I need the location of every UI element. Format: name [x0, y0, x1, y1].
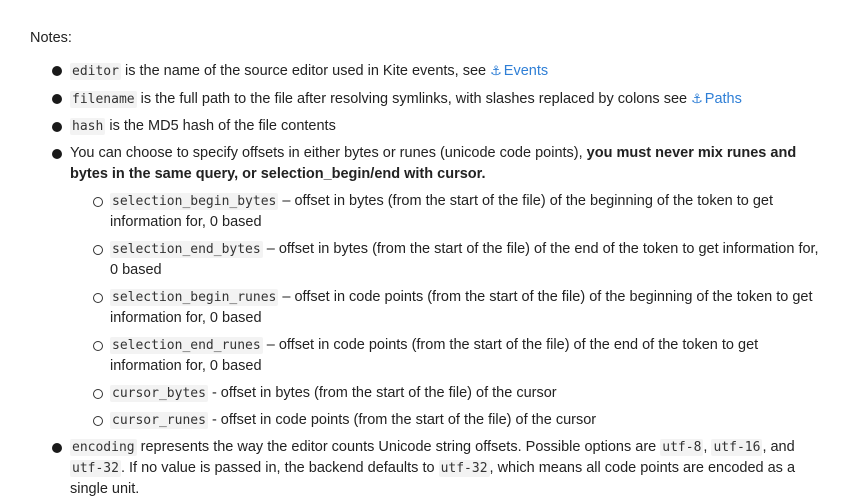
list-item-offsets [70, 143, 830, 431]
code-selection-end-runes: selection_end_runes [112, 338, 261, 353]
offsets-description: You can choose to specify offsets in either bytes or runes (unicode code points), [70, 145, 587, 161]
encoding-separator: , [703, 439, 712, 455]
list-item-encoding [70, 437, 830, 500]
bullet-circle [93, 389, 103, 399]
code-utf16: utf-16 [713, 440, 761, 455]
list-item-filename [70, 88, 830, 110]
code-utf32: utf-32 [72, 461, 119, 476]
encoding-description: represents the way the editor counts Unicode string offsets. Possible options are [136, 439, 661, 455]
encoding-description-3: , which means all code points are encoded as a single unit. [70, 460, 796, 497]
offsets-sublist [70, 191, 830, 431]
anchor-icon: ⚓ [691, 91, 703, 106]
code-utf8: utf-8 [662, 440, 702, 455]
paths-link-label: Paths [704, 91, 742, 107]
list-item-hash [70, 116, 830, 137]
hash-description: is the MD5 hash of the file contents [105, 118, 336, 134]
code-editor: editor [72, 64, 119, 79]
selection-end-runes-description: – offset in code points (from the start of the file) of the end of the token to get information for, 0 based [110, 337, 759, 374]
editor-description: is the name of the source editor used in Kite events, see [120, 63, 491, 79]
cursor-bytes-description: - offset in bytes (from the start of the file) of the cursor [207, 385, 557, 401]
bullet-dot [52, 66, 62, 76]
notes-heading: Notes: [30, 30, 72, 46]
code-default-utf32: utf-32 [440, 461, 488, 476]
bullet-dot [52, 122, 62, 132]
list-item-editor [70, 60, 830, 82]
sublist-item-cursor-runes [110, 410, 830, 431]
sublist-item-selection-begin-bytes [110, 191, 830, 233]
selection-begin-bytes-description: – offset in bytes (from the start of the file) of the beginning of the token to get information for, 0 based [110, 193, 774, 230]
sublist-item-cursor-bytes [110, 383, 830, 404]
anchor-icon: ⚓ [490, 63, 502, 78]
bullet-circle [93, 293, 103, 303]
bullet-dot [52, 443, 62, 453]
filename-description: is the full path to the file after resolving symlinks, with slashes replaced by colons see [136, 91, 692, 107]
offsets-warning: you must never mix runes and bytes in the same query, or selection_begin/end with cursor. [70, 145, 797, 182]
code-selection-end-bytes: selection_end_bytes [112, 242, 261, 257]
sublist-item-selection-end-bytes [110, 239, 830, 281]
events-link-label: Events [503, 63, 549, 79]
code-selection-begin-bytes: selection_begin_bytes [112, 194, 277, 209]
code-selection-begin-runes: selection_begin_runes [112, 290, 277, 305]
bullet-circle [93, 197, 103, 207]
code-filename: filename [72, 92, 135, 107]
encoding-description-2: . If no value is passed in, the backend defaults to [120, 460, 439, 476]
encoding-separator: , and [762, 439, 795, 455]
cursor-runes-description: - offset in code points (from the start of the file) of the cursor [207, 412, 597, 428]
code-cursor-bytes: cursor_bytes [112, 386, 206, 401]
code-hash: hash [72, 119, 104, 134]
paths-link[interactable] [691, 91, 742, 107]
events-link[interactable] [490, 63, 548, 79]
code-encoding: encoding [72, 440, 135, 455]
bullet-dot [52, 149, 62, 159]
bullet-circle [93, 245, 103, 255]
bullet-dot [52, 94, 62, 104]
code-cursor-runes: cursor_runes [112, 413, 206, 428]
bullet-circle [93, 341, 103, 351]
bullet-circle [93, 416, 103, 426]
notes-list [30, 60, 830, 500]
sublist-item-selection-end-runes [110, 335, 830, 377]
selection-end-bytes-description: – offset in bytes (from the start of the file) of the end of the token to get information for, 0 based [110, 241, 819, 278]
sublist-item-selection-begin-runes [110, 287, 830, 329]
selection-begin-runes-description: – offset in code points (from the start of the file) of the beginning of the token to get information for, 0 based [110, 289, 813, 326]
